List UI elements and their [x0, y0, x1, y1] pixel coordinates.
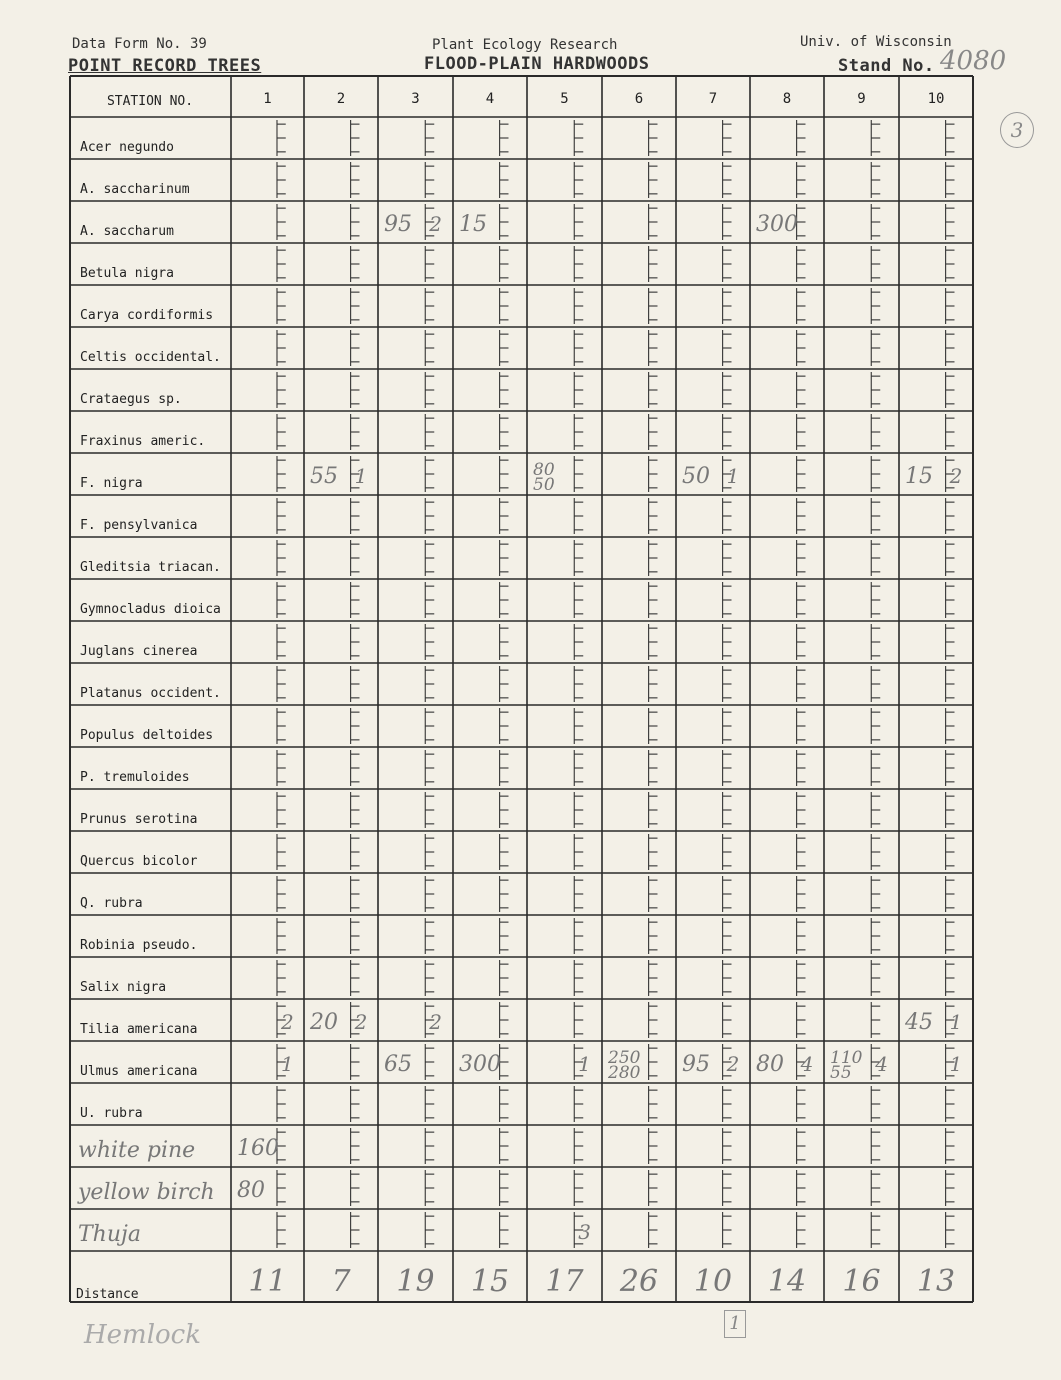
- entry-count: 4: [875, 1052, 888, 1076]
- entry-value: 160: [237, 1136, 279, 1161]
- species-label: Gymnocladus dioica: [80, 602, 221, 617]
- species-label: F. pensylvanica: [80, 518, 198, 533]
- station-number: 4: [485, 91, 495, 107]
- species-label: Populus deltoides: [80, 728, 214, 743]
- entry-count: 3: [578, 1220, 591, 1244]
- species-label: Ulmus americana: [80, 1064, 198, 1079]
- entry-count: 1: [949, 1052, 963, 1076]
- distance-value: 10: [693, 1264, 733, 1299]
- station-number: 7: [708, 91, 718, 107]
- station-number: 3: [411, 91, 420, 107]
- species-label: Q. rubra: [80, 896, 143, 911]
- entry-count: 2: [429, 1010, 442, 1034]
- stand-number: 4080: [940, 46, 1007, 76]
- entry-value: 300: [756, 212, 798, 237]
- entry-count: 1: [578, 1052, 591, 1076]
- entry-value: 50: [533, 475, 555, 495]
- species-label: Celtis occidental.: [80, 350, 221, 365]
- species-label: Prunus serotina: [80, 812, 198, 827]
- species-label: Carya cordiformis: [80, 308, 214, 323]
- entry-value: 110: [830, 1048, 863, 1068]
- form-number: Data Form No. 39: [72, 36, 207, 52]
- species-label: Fraxinus americ.: [80, 434, 206, 449]
- station-number: 9: [857, 91, 866, 107]
- distance-value: 19: [396, 1264, 435, 1299]
- distance-label: Distance: [76, 1287, 139, 1302]
- station-number: 1: [263, 91, 272, 107]
- entry-count: 2: [280, 1010, 294, 1034]
- species-label: F. nigra: [80, 476, 143, 491]
- entry-value: 20: [310, 1010, 338, 1035]
- species-label: Juglans cinerea: [80, 644, 198, 659]
- entry-count: 2: [354, 1010, 368, 1034]
- species-label: U. rubra: [80, 1106, 143, 1121]
- hemlock-note: Hemlock: [84, 1320, 201, 1350]
- entry-value: 95: [682, 1052, 710, 1077]
- boxed-count-text: 1: [729, 1313, 741, 1334]
- distance-value: 13: [916, 1264, 956, 1299]
- species-label: Acer negundo: [80, 140, 174, 155]
- entry-value: 15: [905, 464, 933, 489]
- entry-count: 1: [280, 1052, 294, 1076]
- species-label: Platanus occident.: [80, 686, 221, 701]
- entry-value: 15: [459, 212, 487, 237]
- species-label: Quercus bicolor: [80, 854, 198, 869]
- distance-value: 14: [767, 1264, 807, 1299]
- circled-number-text: 3: [1010, 118, 1024, 142]
- entry-value: 45: [905, 1010, 933, 1035]
- station-number: 2: [336, 91, 346, 107]
- entry-value: 280: [608, 1063, 641, 1083]
- entry-value: 80: [533, 460, 555, 480]
- station-number: 5: [560, 91, 569, 107]
- entry-count: 1: [726, 464, 740, 488]
- species-label: Robinia pseudo.: [80, 938, 198, 953]
- species-label: white pine: [78, 1138, 196, 1163]
- entry-value: 50: [682, 464, 710, 489]
- entry-value: 65: [384, 1052, 412, 1077]
- species-label: yellow birch: [78, 1180, 215, 1205]
- distance-value: 16: [842, 1264, 881, 1299]
- station-number: 8: [782, 91, 792, 107]
- species-label: P. tremuloides: [80, 770, 190, 785]
- entry-count: 1: [949, 1010, 963, 1034]
- species-label: Salix nigra: [80, 980, 167, 995]
- entry-value: 55: [830, 1063, 852, 1083]
- species-label: Tilia americana: [80, 1022, 198, 1037]
- university: Univ. of Wisconsin: [800, 34, 952, 50]
- subtitle: FLOOD-PLAIN HARDWOODS: [424, 54, 650, 74]
- station-number: 10: [927, 91, 945, 107]
- entry-value: 55: [310, 464, 338, 489]
- distance-value: 7: [331, 1264, 351, 1299]
- species-label: Crataegus sp.: [80, 392, 182, 407]
- stand-label: Stand No.: [838, 56, 935, 76]
- boxed-count: [724, 1310, 746, 1338]
- distance-value: 11: [248, 1264, 287, 1299]
- entry-count: 4: [800, 1052, 814, 1076]
- species-label: Thuja: [78, 1222, 141, 1247]
- distance-value: 17: [545, 1264, 584, 1299]
- species-label: A. saccharinum: [80, 182, 190, 197]
- station-number: 6: [634, 91, 644, 107]
- species-label: Betula nigra: [80, 266, 174, 281]
- entry-count: 2: [949, 464, 963, 488]
- research-title: Plant Ecology Research: [432, 37, 618, 53]
- species-label: A. saccharum: [80, 224, 174, 239]
- entry-value: 80: [756, 1052, 784, 1077]
- entry-count: 2: [726, 1052, 740, 1076]
- species-label: Gleditsia triacan.: [80, 560, 221, 575]
- form-title: POINT RECORD TREES: [68, 56, 262, 76]
- entry-value: 250: [608, 1048, 641, 1068]
- entry-value: 95: [384, 212, 412, 237]
- entry-value: 300: [459, 1052, 501, 1077]
- distance-value: 15: [470, 1264, 510, 1299]
- entry-count: 1: [354, 464, 368, 488]
- entry-value: 80: [237, 1178, 265, 1203]
- station-header-label: STATION NO.: [106, 94, 194, 109]
- distance-value: 26: [619, 1264, 659, 1299]
- entry-count: 2: [429, 212, 442, 236]
